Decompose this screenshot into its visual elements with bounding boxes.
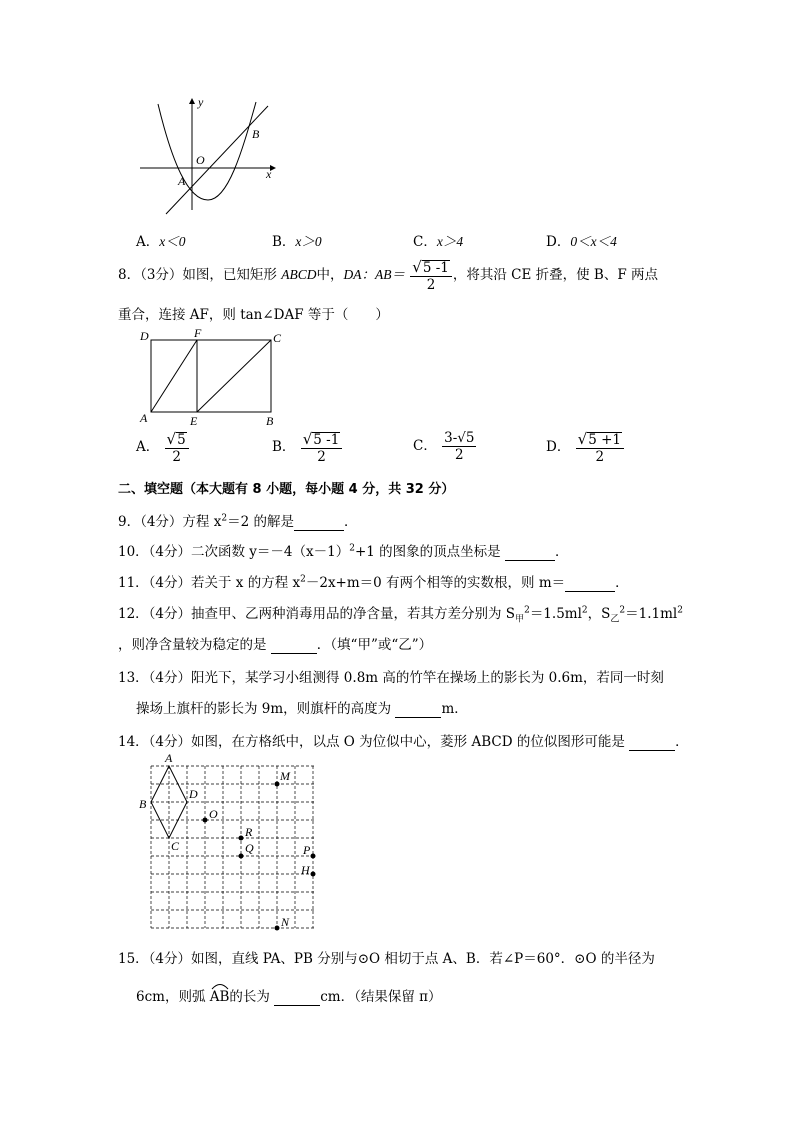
label-p: P <box>303 843 311 857</box>
label-n: N <box>281 915 290 929</box>
q10-answer-blank[interactable] <box>505 544 555 561</box>
point-q <box>239 854 244 859</box>
q7-parabola-figure <box>130 92 290 222</box>
parabola-curve <box>158 102 256 200</box>
q7-option-a: A．x＜0 <box>136 234 186 250</box>
point-p <box>311 854 316 859</box>
label-b: B <box>266 414 274 428</box>
q9: 9．（4分）方程 $x^2=2$ 的解是 ． <box>118 513 358 530</box>
label-o: O <box>209 807 218 821</box>
label-x: x <box>266 167 272 181</box>
label-b: B <box>139 797 147 811</box>
q8-line2: 重合，连接 AF，则 tan∠DAF 等于（ ） <box>118 307 389 323</box>
label-d: D <box>189 787 198 801</box>
q8-line1: 8．（3分）如图，已知矩形 ABCD中，DA：AB＝ √ 5 -1 2 ，将其沿 CE 折叠，使 B、F 两点 <box>118 258 659 293</box>
q11-answer-blank[interactable] <box>565 575 615 592</box>
label-c: C <box>273 331 282 345</box>
label-m: M <box>280 769 290 783</box>
q12-line1: 12．（4分）抽查甲、乙两种消毒用品的净含量，若其方差分别为 $S_甲^2=1.5ml^2$，$S_乙^2=1.1ml^2$ <box>118 605 683 625</box>
q12-line2: ，则净含量较为稳定的是 ．（填“甲”或“乙”） <box>118 637 433 653</box>
label-b: B <box>252 127 260 141</box>
q8-option-c: C． $\frac{3-√5}{2}$ <box>413 430 475 463</box>
label-q: Q <box>245 841 254 855</box>
q15-answer-blank[interactable] <box>274 989 320 1006</box>
q7-option-c: C．x＞4 <box>413 234 464 250</box>
q14-grid-figure <box>136 750 326 935</box>
rect-abcd <box>151 340 271 412</box>
q8-rectangle-figure <box>136 328 296 428</box>
q8-option-a: A． √ 5 2 <box>136 430 190 465</box>
line-ab <box>166 106 268 214</box>
label-a: A <box>165 751 173 765</box>
label-y: y <box>198 95 204 109</box>
point-h <box>311 872 316 877</box>
q15-line1: 15．（4分）如图，直线 PA、PB 分别与⊙O 相切于点 A、B．若∠P＝60°．⊙O 的半径为 <box>118 951 655 967</box>
point-m <box>275 782 280 787</box>
segment-ec <box>197 340 271 412</box>
q13-answer-blank[interactable] <box>395 701 441 718</box>
q8-ratio-fraction: √ 5 -1 2 <box>410 258 452 293</box>
q10: 10．（4分）二次函数 $y=-4(x-1)^2+1$ 的图象的顶点坐标是 ． <box>118 543 569 560</box>
point-r <box>239 836 244 841</box>
q11: 11．（4分）若关于 x 的方程 $x^2-2x+m=0$ 有两个相等的实数根，则 m＝ ． <box>118 574 629 591</box>
point-o <box>203 818 208 823</box>
label-h: H <box>301 863 310 877</box>
segment-af <box>151 340 197 412</box>
point-n <box>275 926 280 931</box>
q14-answer-blank[interactable] <box>629 734 675 751</box>
q13-line2: 操场上旗杆的影长为 9m，则旗杆的高度为 m． <box>136 701 468 717</box>
label-a: A <box>178 174 186 188</box>
q9-answer-blank[interactable] <box>294 514 344 531</box>
q15-line2: 6cm，则弧 AB的长为 cm．（结果保留 π） <box>136 985 442 1006</box>
section-2-heading: 二、填空题（本大题有 8 小题，每小题 4 分，共 32 分） <box>118 482 455 497</box>
label-e: E <box>190 414 198 428</box>
q14: 14．（4分）如图，在方格纸中，以点 O 为位似中心，菱形 ABCD 的位似图形可能是 ． <box>118 734 689 750</box>
label-r: R <box>245 825 253 839</box>
label-a: A <box>140 411 148 425</box>
arc-ab: AB <box>210 989 230 1005</box>
q8-option-d: D． √ 5 +1 2 <box>546 430 625 465</box>
label-f: F <box>194 328 202 340</box>
q7-option-b: B．x＞0 <box>272 234 322 250</box>
q13-line1: 13．（4分）阳光下，某学习小组测得 0.8m 高的竹竿在操场上的影长为 0.6m，若同一时刻 <box>118 670 664 686</box>
label-o: O <box>196 153 205 167</box>
label-d: D <box>140 329 149 343</box>
q8-option-b: B． √ 5 -1 2 <box>272 430 343 465</box>
q12-answer-blank[interactable] <box>271 637 317 654</box>
y-axis-arrow <box>189 98 195 104</box>
arc-symbol-icon <box>211 982 229 990</box>
label-c: C <box>171 839 180 853</box>
q7-option-d: D．0＜x＜4 <box>546 234 617 250</box>
